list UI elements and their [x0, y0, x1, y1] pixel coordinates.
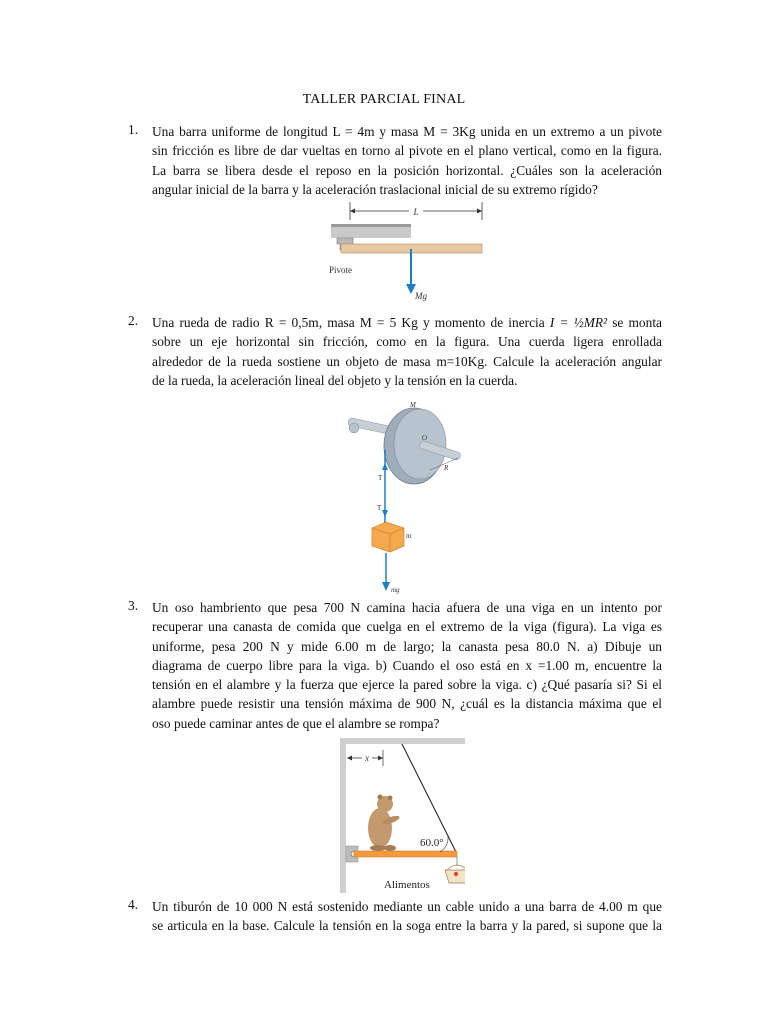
x-label: x	[365, 753, 369, 763]
problem-3-text	[152, 598, 662, 733]
bear-icon	[368, 795, 400, 852]
problem-4-text	[152, 897, 662, 936]
text-line: sin fricción es libre de dar vueltas en torno al pivote en el plano vertical, como en la figura.	[152, 143, 662, 159]
text-line: uniforme, pesa 200 N y mide 6.00 m de largo; la canasta pesa 80.0 N. a) Dibuje un	[152, 638, 662, 654]
text-line: recuperar una canasta de comida que cuelga en el extremo de la viga (figura). La viga es	[152, 619, 662, 635]
text-line: tensión en el alambre y la fuerza que ejerce la pared sobre la viga. c) ¿Qué pasaría si? Si el	[152, 677, 662, 693]
text-line: La barra se libera desde el reposo en la posición horizontal. ¿Cuáles son la aceleración	[152, 162, 662, 178]
tension-label-top: T	[378, 474, 383, 482]
figure-bar-pivot	[325, 198, 495, 303]
text-line	[152, 313, 662, 332]
text-line: angular inicial de la barra y la aceleración traslacional inicial de su extremo rígido?	[152, 181, 598, 197]
problem-3-number: 3.	[128, 598, 139, 613]
force-label: Mg⃗	[415, 291, 434, 301]
tension-label-bottom: T	[377, 504, 382, 512]
text-line: sobre un eje horizontal sin fricción, como en la figura. Una cuerda ligera enrollada	[152, 334, 662, 350]
inertia-formula: I = ½MR²	[549, 315, 608, 330]
angle-label: 60.0°	[420, 837, 444, 849]
text-line: oso puede caminar antes de que el alambre se rompa?	[152, 715, 440, 731]
radius-label: R	[444, 464, 449, 472]
basket-label: Alimentos	[384, 879, 430, 891]
figure-wheel-mass	[340, 398, 480, 598]
figure-bear-beam	[340, 738, 465, 893]
problem-4-number: 4.	[128, 897, 139, 912]
wheel-mass-label: M	[410, 401, 416, 409]
text-line: Un oso hambriento que pesa 700 N camina hacia afuera de una viga en un intento por	[152, 600, 662, 615]
text-line: alrededor de la rueda sostiene un objeto de masa m=10Kg. Calcule la aceleración angular	[152, 353, 662, 369]
text-line: Un tiburón de 10 000 N está sostenido mediante un cable unido a una barra de 4.00 m que	[152, 899, 662, 914]
length-label: L	[413, 207, 419, 217]
text-line: se articula en la base. Calcule la tensión en la soga entre la barra y la pared, si supone que la	[152, 918, 662, 934]
text-fragment: Una rueda de radio R = 0,5m, masa M = 5 Kg y momento de inercia	[152, 315, 545, 330]
basket-icon	[445, 865, 465, 883]
problem-2-number: 2.	[128, 313, 139, 328]
problem-2-text	[152, 313, 662, 390]
pivot-label: Pivote	[329, 265, 353, 275]
text-line: alambre puede resistir una tensión máxima de 900 N, ¿cuál es la distancia máxima que el	[152, 696, 662, 712]
text-line: Una barra uniforme de longitud L = 4m y masa M = 3Kg unida en un extremo a un pivote	[152, 124, 662, 139]
text-fragment: se monta	[612, 315, 662, 330]
problem-1-text	[152, 122, 662, 199]
problem-1-number: 1.	[128, 122, 139, 137]
page-title: TALLER PARCIAL FINAL	[302, 92, 466, 107]
weight-label: mg⃗	[391, 586, 405, 594]
text-line: diagrama de cuerpo libre para la viga. b) Cuando el oso está en x =1.00 m, encuentre la	[152, 657, 662, 673]
mass-label: m	[406, 532, 412, 540]
text-line: de la rueda, la aceleración lineal del objeto y la tensión en la cuerda.	[152, 372, 518, 388]
center-label: O	[422, 434, 428, 442]
